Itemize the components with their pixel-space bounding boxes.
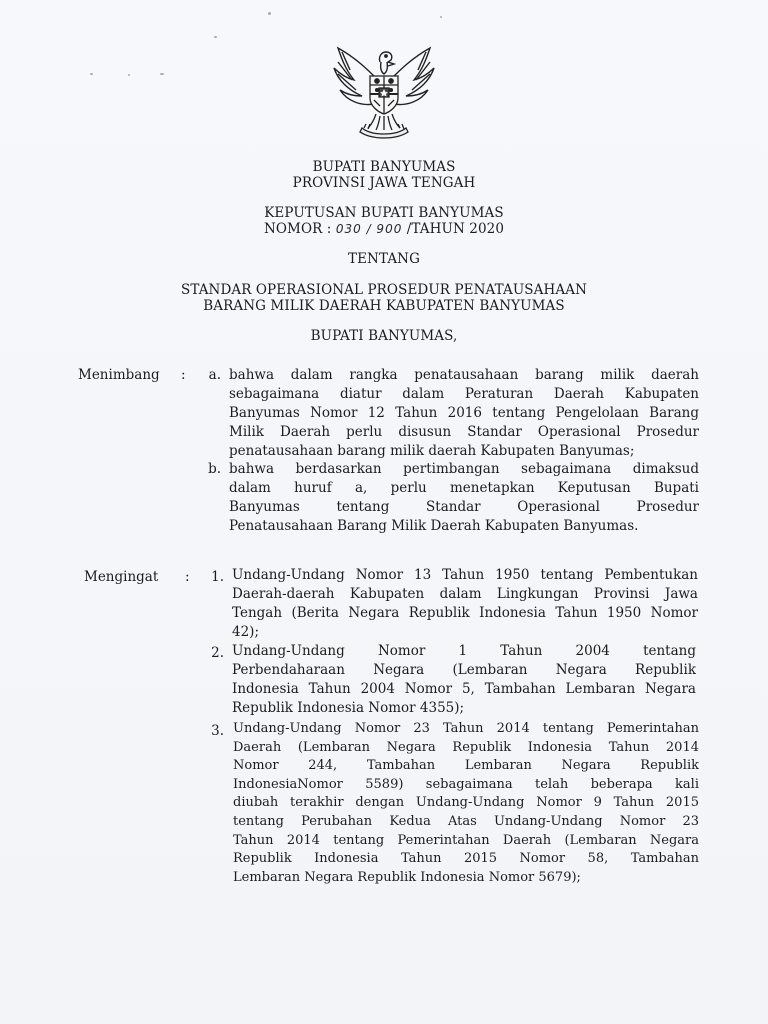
text-line: sebagaimana diatur dalam Peraturan Daerah Kabupaten	[229, 386, 699, 402]
text-line: Indonesia Tahun 2004 Nomor 5, Tambahan Lembaran Negara	[232, 681, 696, 697]
tentang-heading: TENTANG	[348, 251, 420, 267]
garuda-emblem-icon	[328, 40, 440, 140]
text-line: Republik Indonesia Tahun 2015 Nomor 58, Tambahan	[233, 851, 699, 867]
text-line: diubah terakhir dengan Undang-Undang Nomor 9 Tahun 2015	[233, 795, 699, 811]
scan-speck	[268, 12, 271, 15]
decree-title: KEPUTUSAN BUPATI BANYUMAS	[264, 205, 504, 221]
heading-office: BUPATI BANYUMAS	[312, 159, 456, 175]
menimbang-item-marker: b.	[208, 461, 221, 477]
subject-line-2: BARANG MILIK DAERAH KABUPATEN BANYUMAS	[203, 298, 565, 314]
text-line: Milik Daerah perlu disusun Standar Operasional Prosedur	[229, 424, 699, 440]
text-line: bahwa berdasarkan pertimbangan sebagaimana dimaksud	[229, 461, 699, 477]
menimbang-label: Menimbang	[78, 367, 160, 383]
text-line: Daerah-daerah Kabupaten dalam Lingkungan Provinsi Jawa	[232, 586, 698, 602]
text-line: Banyumas Nomor 12 Tahun 2016 tentang Pengelolaan Barang	[229, 405, 699, 421]
issuer-heading: BUPATI BANYUMAS,	[310, 328, 458, 344]
mengingat-colon: :	[185, 569, 190, 585]
scan-speck	[160, 73, 164, 75]
mengingat-item-3	[233, 720, 699, 887]
menimbang-colon: :	[181, 367, 186, 383]
subject-line-1: STANDAR OPERASIONAL PROSEDUR PENATAUSAHAAN	[180, 282, 587, 298]
nomor-prefix: NOMOR :	[263, 221, 332, 237]
text-line: Penatausahaan Barang Milik Daerah Kabupaten Banyumas.	[229, 518, 639, 534]
menimbang-item-b	[229, 460, 699, 536]
text-line: bahwa dalam rangka penatausahaan barang milik daerah	[229, 367, 699, 383]
text-line: Undang-Undang Nomor 23 Tahun 2014 tentang Pemerintahan	[233, 721, 699, 736]
menimbang-item-marker: a.	[208, 367, 221, 383]
nomor-handwritten: 030 / 900	[335, 222, 403, 236]
text-line: penatausahaan barang milik daerah Kabupaten Banyumas;	[229, 443, 635, 459]
text-line: Republik Indonesia Nomor 4355);	[232, 700, 465, 716]
scan-speck	[214, 36, 217, 38]
scan-speck	[90, 73, 93, 75]
mengingat-item-1	[232, 566, 698, 642]
text-line: Daerah (Lembaran Negara Republik Indonesia Tahun 2014	[233, 739, 699, 755]
text-line: Tengah (Berita Negara Republik Indonesia Tahun 1950 Nomor	[232, 605, 698, 621]
scan-speck	[128, 74, 130, 76]
scan-speck	[440, 16, 442, 18]
mengingat-item-marker: 1.	[211, 569, 224, 585]
heading-province: PROVINSI JAWA TENGAH	[292, 175, 476, 191]
text-line: Undang-Undang Nomor 13 Tahun 1950 tentang Pembentukan	[232, 567, 698, 583]
text-line: Nomor 244, Tambahan Lembaran Negara Republik	[233, 758, 699, 774]
text-line: Undang-Undang Nomor 1 Tahun 2004 tentang	[232, 643, 696, 659]
nomor-suffix: /TAHUN 2020	[406, 221, 505, 237]
menimbang-item-a	[229, 366, 699, 461]
text-line: dalam huruf a, perlu menetapkan Keputusan Bupati	[229, 480, 699, 496]
text-line: Lembaran Negara Republik Indonesia Nomor 5679);	[233, 869, 581, 885]
text-line: Banyumas tentang Standar Operasional Prosedur	[229, 499, 699, 515]
mengingat-item-2	[232, 642, 696, 718]
text-line: IndonesiaNomor 5589) sebagaimana telah beberapa kali	[233, 776, 699, 792]
text-line: 42);	[232, 624, 259, 640]
text-line: Perbendaharaan Negara (Lembaran Negara Republik	[232, 662, 696, 678]
mengingat-item-marker: 3.	[211, 723, 224, 739]
mengingat-item-marker: 2.	[211, 645, 224, 661]
text-line: Tahun 2014 tentang Pemerintahan Daerah (Lembaran Negara	[233, 832, 699, 848]
mengingat-label: Mengingat	[84, 569, 159, 585]
decree-number	[0, 220, 768, 238]
text-line: tentang Perubahan Kedua Atas Undang-Undang Nomor 23	[233, 813, 699, 829]
